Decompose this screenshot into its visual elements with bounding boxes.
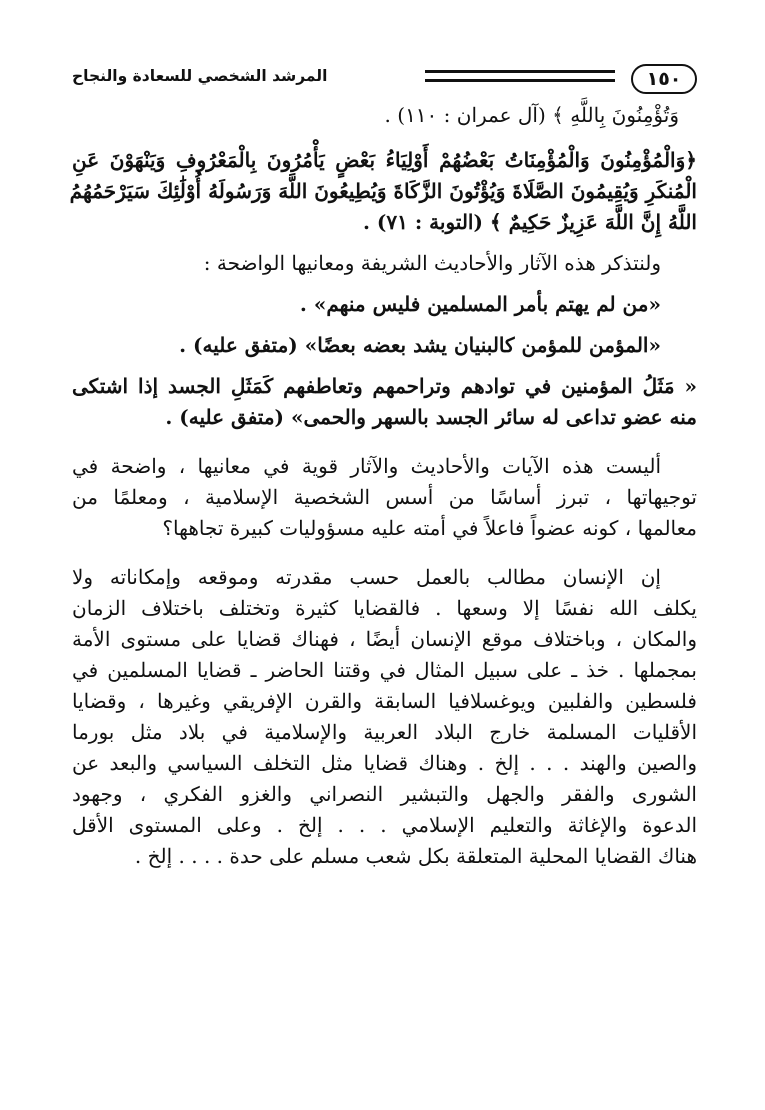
paragraph-line: والصين والهند . . . إلخ . وهناك قضايا مثل التخلف السياسي والبعد عن <box>72 751 697 775</box>
page-number-badge: ١٥٠ <box>631 64 697 94</box>
paragraph-line: هناك القضايا المحلية المتعلقة بكل شعب مسلم على حدة . . . . إلخ . <box>134 844 697 868</box>
quran-verse-line: وَتُؤْمِنُونَ بِاللَّهِ ﴾ (آل عمران : ١١٠) . <box>384 103 679 127</box>
quran-verse-line: الْمُنكَرِ وَيُقِيمُونَ الصَّلَاةَ وَيُؤْتُونَ الزَّكَاةَ وَيُطِيعُونَ اللَّهَ وَرَسُولَهُ أُوْلَٰئِكَ سَيَرْحَمُهُمُ <box>69 179 697 203</box>
paragraph-line: معالمها ، كونه عضواً فاعلاً في أمته عليه مسؤوليات كبيرة تجاهها؟ <box>162 516 697 540</box>
paragraph-line: توجيهاتها ، تبرز أساسًا من أسس الشخصية الإسلامية ، ومعلمًا من <box>72 485 697 509</box>
paragraph-line: الدعوة والإغاثة والتعليم الإسلامي . . . إلخ . وعلى المستوى الأقل <box>72 813 697 837</box>
paragraph-line: الشورى والفقر والجهل والتبشير النصراني والغزو الفكري ، وجهود <box>72 782 697 806</box>
paragraph-line: يكلف الله نفسًا إلا وسعها . فالقضايا كثيرة وتختلف باختلاف الزمان <box>72 596 697 620</box>
hadith-line: « مَثَلُ المؤمنين في توادهم وتراحمهم وتعاطفهم كَمَثَلِ الجسد إذا اشتكى <box>72 374 697 398</box>
book-page <box>69 58 697 1088</box>
paragraph-line: والمكان ، وباختلاف موقع الإنسان أيضًا ، فهناك قضايا على مستوى الأمة <box>72 627 697 651</box>
running-head-title: المرشد الشخصي للسعادة والنجاح <box>72 67 328 85</box>
quran-verse-line: ﴿وَالْمُؤْمِنُونَ وَالْمُؤْمِنَاتُ بَعْضُهُمْ أَوْلِيَاءُ بَعْضٍ يَأْمُرُونَ بِالْمَعْرُوفِ وَيَنْهَوْنَ عَنِ <box>72 148 697 172</box>
page-body <box>69 100 697 872</box>
paragraph-line: بمجملها . خذ ـ على سبيل المثال في وقتنا الحاضر ـ قضايا المسلمين في <box>72 658 697 682</box>
paragraph-line: فلسطين والفلبين ويوغسلافيا السابقة والقرن الإفريقي وغيرها ، وقضايا <box>72 689 697 713</box>
hadith-line: «من لم يهتم بأمر المسلمين فليس منهم» . <box>299 292 661 316</box>
page-header <box>72 58 697 102</box>
paragraph-line: إن الإنسان مطالب بالعمل حسب مقدرته وموقعه وإمكاناته ولا <box>72 565 661 589</box>
paragraph-line: أليست هذه الآيات والأحاديث والآثار قوية في معانيها ، واضحة في <box>72 454 661 478</box>
quran-verse-line: اللَّهُ إِنَّ اللَّهَ عَزِيزٌ حَكِيمٌ ﴾ (التوبة : ٧١) . <box>362 210 697 234</box>
header-double-rule <box>425 70 615 82</box>
paragraph-line: ولنتذكر هذه الآثار والأحاديث الشريفة ومعانيها الواضحة : <box>203 251 661 275</box>
hadith-line: منه عضو تداعى له سائر الجسد بالسهر والحمى» (متفق عليه) . <box>165 405 697 429</box>
paragraph-line: الأقليات المسلمة خارج البلاد العربية والإسلامية في بلاد مثل بورما <box>72 720 697 744</box>
hadith-line: «المؤمن للمؤمن كالبنيان يشد بعضه بعضًا» (متفق عليه) . <box>179 333 661 357</box>
